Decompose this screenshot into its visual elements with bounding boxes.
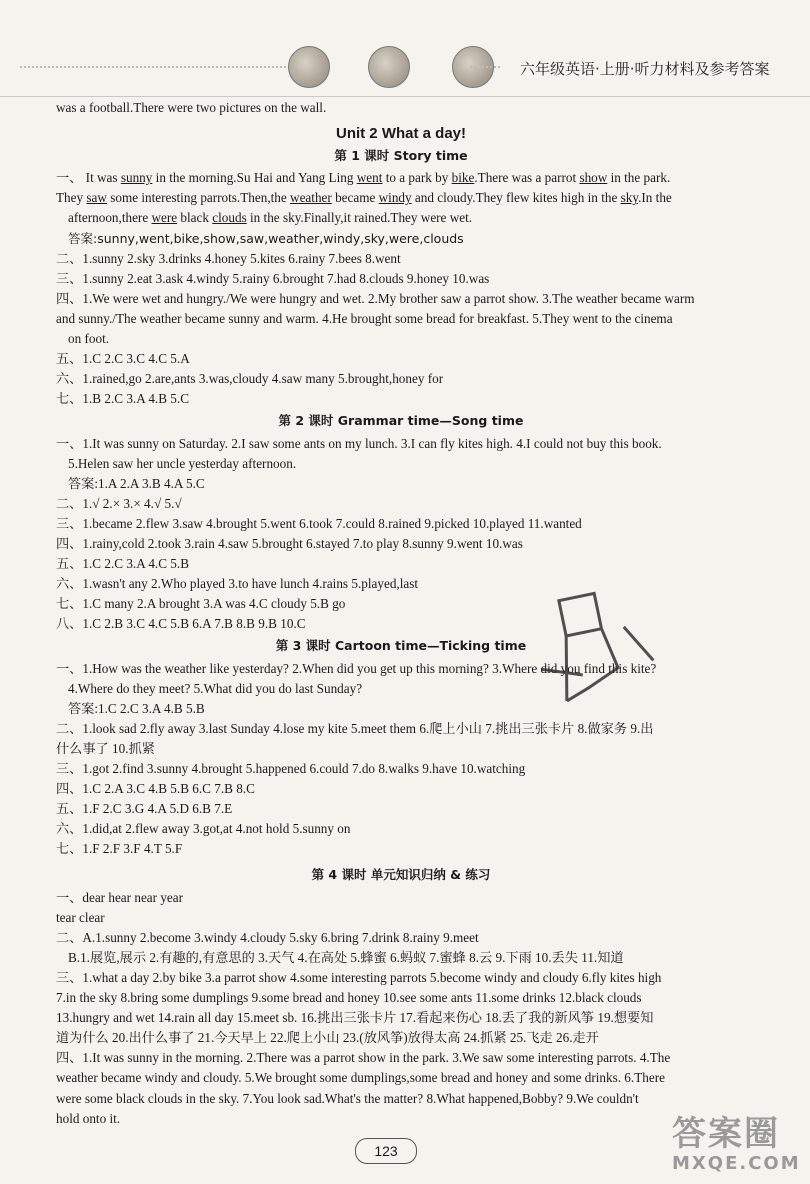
answer-line: 答案:sunny,went,bike,show,saw,weather,windy,sky,were,clouds bbox=[68, 230, 464, 246]
underlined-word: weather bbox=[290, 190, 332, 206]
answer-line: 4.Where do they meet? 5.What did you do last Sunday? bbox=[68, 680, 363, 696]
intro-line: was a football.There were two pictures on the wall. bbox=[56, 100, 327, 115]
page-number: 123 bbox=[355, 1138, 417, 1164]
unit-title: Unit 2 What a day! bbox=[335, 125, 466, 143]
answer-line: on foot. bbox=[68, 331, 110, 347]
text-run: in the park. bbox=[607, 170, 671, 186]
answer-line: 四、1.It was sunny in the morning. 2.There was a parrot show in the park. 3.We saw some interesting parrots. 4.The bbox=[56, 1050, 671, 1066]
text-run: some interesting parrots.Then,the bbox=[106, 190, 291, 206]
answer-line: 二、1.look sad 2.fly away 3.last Sunday 4.lose my kite 5.meet them 6.爬上小山 7.挑出三张卡片 8.做家务 9.出 bbox=[56, 720, 654, 736]
lesson-title: 第 4 课时 单元知识归纳 & 练习 bbox=[311, 867, 491, 883]
answer-line: 一、1.It was sunny on Saturday. 2.I saw some ants on my lunch. 3.I can fly kites high. 4.I could not buy this book. bbox=[56, 435, 662, 451]
answer-line: B.1.展览,展示 2.有趣的,有意思的 3.天气 4.在高处 5.蜂蜜 6.蚂蚁 7.蜜蜂 8.云 9.下雨 10.丢失 11.知道 bbox=[68, 949, 624, 965]
site-watermark bbox=[672, 1114, 804, 1178]
text-run: .There was a parrot bbox=[474, 170, 580, 186]
watermark-sub-text: MXQE.COM bbox=[672, 1153, 801, 1174]
header-dotted-rule bbox=[20, 66, 290, 70]
answer-line: weather became windy and cloudy. 5.We brought some dumplings,some bread and honey and some drinks. 6.There bbox=[56, 1070, 665, 1086]
underlined-word: sunny bbox=[120, 170, 153, 186]
answer-line: 五、1.C 2.C 3.C 4.C 5.A bbox=[56, 351, 190, 367]
text-run: in the morning.Su Hai and Yang Ling bbox=[152, 170, 357, 186]
text-run: black bbox=[177, 210, 213, 226]
text-run: afternoon,there bbox=[68, 210, 152, 226]
text-run: in the sky.Finally,it rained.They were wet. bbox=[246, 210, 473, 226]
answer-line: 什么事了 10.抓紧 bbox=[56, 740, 155, 756]
text-run: 一、 It was bbox=[56, 170, 121, 186]
underlined-word: clouds bbox=[212, 210, 247, 226]
answer-line: 7.in the sky 8.bring some dumplings 9.some bread and honey 10.see some ants 11.some drinks 12.black clouds bbox=[56, 990, 642, 1006]
text-run: and cloudy.They flew kites high in the bbox=[411, 190, 621, 206]
answer-line: 答案:1.C 2.C 3.A 4.B 5.B bbox=[68, 700, 205, 716]
answer-line: 答案:1.A 2.A 3.B 4.A 5.C bbox=[68, 475, 205, 491]
text-run: to a park by bbox=[382, 170, 452, 186]
answer-line: and sunny./The weather became sunny and warm. 4.He brought some bread for breakfast. 5.They went to the cinema bbox=[56, 310, 673, 326]
underlined-word: show bbox=[579, 170, 608, 186]
answer-line: 五、1.F 2.C 3.G 4.A 5.D 6.B 7.E bbox=[56, 801, 233, 817]
answer-line: 13.hungry and wet 14.rain all day 15.meet sb. 16.挑出三张卡片 17.看起来伤心 18.丢了我的新风筝 19.想要知 bbox=[56, 1010, 654, 1026]
story-paragraph-line bbox=[56, 168, 746, 188]
answer-line: 一、1.How was the weather like yesterday? 2.When did you get up this morning? 3.Where did you find this kite? bbox=[56, 660, 657, 676]
cartoon-kid-icon bbox=[368, 46, 410, 88]
answer-line: 三、1.sunny 2.eat 3.ask 4.windy 5.rainy 6.brought 7.had 8.clouds 9.honey 10.was bbox=[56, 270, 490, 286]
answer-line: 四、1.rainy,cold 2.took 3.rain 4.saw 5.brought 6.stayed 7.to play 8.sunny 9.went 10.was bbox=[56, 535, 523, 551]
underlined-word: windy bbox=[378, 190, 412, 206]
answer-line: tear clear bbox=[56, 909, 105, 925]
answer-line: 五、1.C 2.C 3.A 4.C 5.B bbox=[56, 556, 189, 572]
underlined-word: were bbox=[151, 210, 178, 226]
answer-line: 5.Helen saw her uncle yesterday afternoon. bbox=[68, 455, 297, 471]
watermark-main-text: 答案圈 bbox=[672, 1114, 780, 1154]
answer-line: 七、1.F 2.F 3.F 4.T 5.F bbox=[56, 841, 183, 857]
answer-line: 一、dear hear near year bbox=[56, 889, 184, 905]
answer-line: 八、1.C 2.B 3.C 4.C 5.B 6.A 7.B 8.B 9.B 10.C bbox=[56, 616, 306, 632]
lesson-title: 第 2 课时 Grammar time—Song time bbox=[278, 413, 524, 429]
story-paragraph-line bbox=[56, 188, 746, 208]
story-paragraph-line bbox=[56, 208, 746, 228]
underlined-word: went bbox=[356, 170, 383, 186]
underlined-word: bike bbox=[451, 170, 475, 186]
cartoon-kid-icon bbox=[288, 46, 330, 88]
answer-line: 二、1.√ 2.× 3.× 4.√ 5.√ bbox=[56, 495, 182, 511]
lesson-title: 第 3 课时 Cartoon time—Ticking time bbox=[275, 638, 527, 654]
answer-line: 七、1.B 2.C 3.A 4.B 5.C bbox=[56, 391, 189, 407]
answer-line: 七、1.C many 2.A brought 3.A was 4.C cloudy 5.B go bbox=[56, 596, 346, 612]
answer-line: 四、1.We were wet and hungry./We were hungry and wet. 2.My brother saw a parrot show. 3.The weather became warm bbox=[56, 290, 695, 306]
answer-line: 六、1.wasn't any 2.Who played 3.to have lunch 4.rains 5.played,last bbox=[56, 576, 419, 592]
page-header bbox=[0, 0, 810, 97]
answer-line: 三、1.got 2.find 3.sunny 4.brought 5.happened 6.could 7.do 8.walks 9.have 10.watching bbox=[56, 761, 526, 776]
text-run: .In the bbox=[638, 190, 672, 206]
underlined-word: sky bbox=[620, 190, 639, 206]
text-run: They bbox=[56, 190, 87, 206]
lesson-title: 第 1 课时 Story time bbox=[334, 148, 468, 164]
answer-line: 六、1.rained,go 2.are,ants 3.was,cloudy 4.saw many 5.brought,honey for bbox=[56, 371, 444, 387]
answer-line: 四、1.C 2.A 3.C 4.B 5.B 6.C 7.B 8.C bbox=[56, 781, 255, 797]
text-run: became bbox=[331, 190, 379, 206]
answer-line: 道为什么 20.出什么事了 21.今天早上 22.爬上小山 23.(放风筝)放得太高 24.抓紧 25.飞走 26.走开 bbox=[56, 1030, 599, 1046]
answer-line: 三、1.what a day 2.by bike 3.a parrot show 4.some interesting parrots 5.become windy and cloudy 6.fly kites high bbox=[56, 969, 662, 985]
answer-line: 六、1.did,at 2.flew away 3.got,at 4.not hold 5.sunny on bbox=[56, 821, 351, 837]
header-title: 六年级英语·上册·听力材料及参考答案 bbox=[520, 60, 770, 78]
header-dotted-rule bbox=[470, 66, 500, 70]
answer-line: 三、1.became 2.flew 3.saw 4.brought 5.went 6.took 7.could 8.rained 9.picked 10.played 11.wanted bbox=[56, 515, 582, 531]
answer-line: were some black clouds in the sky. 7.You look sad.What's the matter? 8.What happened,Bobby? 9.We couldn't bbox=[56, 1090, 639, 1106]
answer-line: 二、A.1.sunny 2.become 3.windy 4.cloudy 5.sky 6.bring 7.drink 8.rainy 9.meet bbox=[56, 929, 479, 945]
answer-line: 二、1.sunny 2.sky 3.drinks 4.honey 5.kites 6.rainy 7.bees 8.went bbox=[56, 250, 401, 266]
answer-line: hold onto it. bbox=[56, 1110, 121, 1126]
underlined-word: saw bbox=[86, 190, 107, 206]
